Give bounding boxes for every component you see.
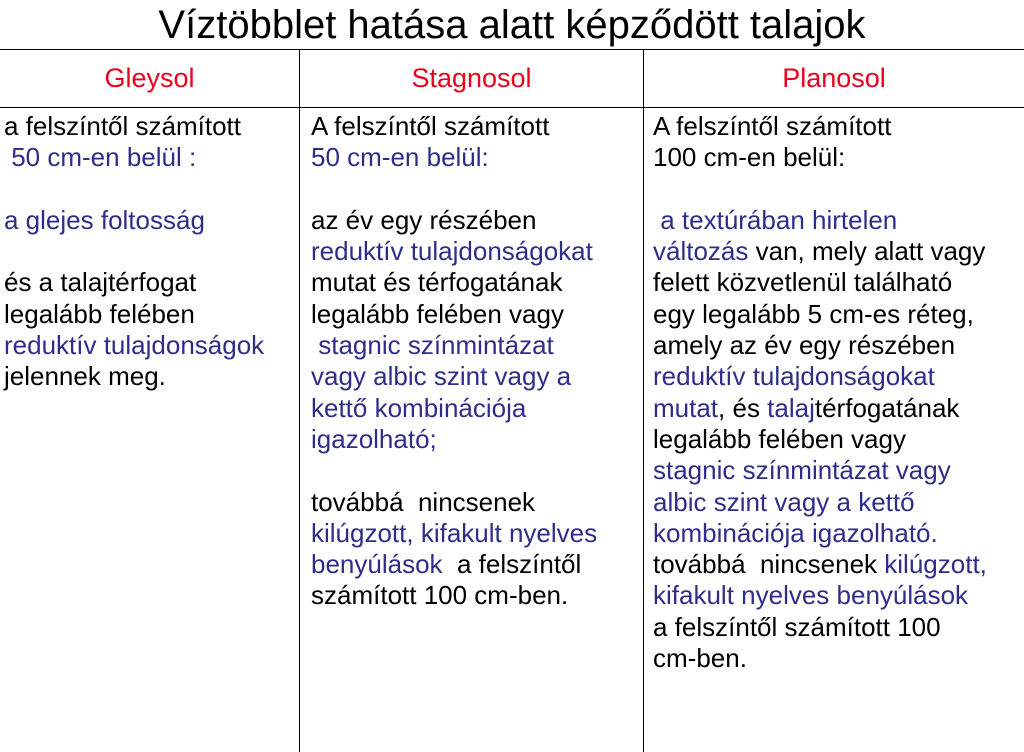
body-text: mutat és térfogatának xyxy=(311,267,563,298)
text-line xyxy=(653,111,1022,142)
header-row-border xyxy=(0,107,1024,108)
body-text: továbbá nincsenek xyxy=(311,486,536,517)
highlighted-text: változás xyxy=(653,236,749,267)
body-text: A felszíntől számított xyxy=(311,111,550,141)
text-line xyxy=(311,518,641,549)
blank-line xyxy=(311,455,641,486)
text-line xyxy=(311,424,641,455)
highlighted-text: igazolható; xyxy=(311,423,437,454)
body-text: legalább felében vagy xyxy=(311,298,564,329)
text-line xyxy=(653,299,1022,330)
body-text: a felszíntől xyxy=(442,549,582,580)
body-text: amely az év egy részében xyxy=(653,330,956,361)
highlighted-text: reduktív tulajdonságok xyxy=(4,330,265,361)
text-line xyxy=(653,549,1022,580)
text-line xyxy=(311,142,641,173)
column-body-gleysol xyxy=(4,111,296,393)
text-line xyxy=(653,612,1022,643)
text-line xyxy=(311,236,641,267)
text-line xyxy=(4,267,296,298)
text-line xyxy=(311,267,641,298)
page-title: Víztöbblet hatása alatt képződött talajok xyxy=(158,3,866,47)
body-text: az év egy részében xyxy=(311,204,537,235)
body-text: 100 cm-en belül: xyxy=(653,142,846,173)
column-header-stagnosol: Stagnosol xyxy=(411,63,532,93)
text-line xyxy=(653,518,1022,549)
highlighted-text: kifakult nyelves benyúlások xyxy=(653,580,969,611)
text-line xyxy=(311,361,641,392)
blank-line xyxy=(4,174,296,205)
body-text: jelennek meg. xyxy=(4,361,166,392)
body-text: térfogatának xyxy=(814,392,960,423)
highlighted-text: a textúrában hirtelen xyxy=(653,204,898,235)
text-line xyxy=(4,205,296,236)
body-text: , és xyxy=(718,392,768,423)
highlighted-text: reduktív tulajdonságokat xyxy=(653,361,935,392)
column-header-planosol: Planosol xyxy=(782,63,886,93)
text-line xyxy=(4,111,296,142)
blank-line xyxy=(4,236,296,267)
highlighted-text: stagnic színmintázat xyxy=(311,330,554,361)
soil-comparison-table xyxy=(0,49,1024,752)
highlighted-text: kilúgzott, xyxy=(884,549,987,580)
highlighted-text: 50 cm-en belül : xyxy=(4,142,197,173)
text-line xyxy=(653,424,1022,455)
body-text: a felszíntől számított 100 xyxy=(653,611,941,642)
column-header-gleysol: Gleysol xyxy=(104,63,195,93)
text-line xyxy=(653,455,1022,486)
text-line xyxy=(4,299,296,330)
highlighted-text: a glejes foltosság xyxy=(4,204,205,235)
text-line xyxy=(653,580,1022,611)
text-line xyxy=(653,393,1022,424)
text-line xyxy=(653,267,1022,298)
text-line xyxy=(311,393,641,424)
text-line xyxy=(4,330,296,361)
blank-line xyxy=(311,174,641,205)
highlighted-text: albic szint vagy a kettő xyxy=(653,486,915,517)
highlighted-text: reduktív tulajdonságokat xyxy=(311,236,593,267)
text-line xyxy=(653,487,1022,518)
highlighted-text: kilúgzott, kifakult nyelves xyxy=(311,517,598,548)
text-line xyxy=(311,299,641,330)
highlighted-text: benyúlások xyxy=(311,549,443,580)
column-body-stagnosol xyxy=(311,111,641,612)
body-text: cm-ben. xyxy=(653,643,747,674)
body-text: legalább felében xyxy=(4,298,195,329)
text-line xyxy=(653,205,1022,236)
text-line xyxy=(311,487,641,518)
body-text: legalább felében vagy xyxy=(653,423,906,454)
body-text: egy legalább 5 cm-es réteg, xyxy=(653,298,974,329)
text-line xyxy=(311,330,641,361)
text-line xyxy=(311,205,641,236)
column-divider-2 xyxy=(643,49,644,752)
column-divider-1 xyxy=(299,49,300,752)
highlighted-text: talaj xyxy=(767,392,815,423)
body-text: A felszíntől számított xyxy=(653,111,892,141)
body-text: van, mely alatt vagy xyxy=(748,236,986,267)
blank-line xyxy=(653,174,1022,205)
text-line xyxy=(311,549,641,580)
body-text: és a talajtérfogat xyxy=(4,267,197,298)
text-line xyxy=(653,236,1022,267)
text-line xyxy=(653,142,1022,173)
text-line xyxy=(4,361,296,392)
text-line xyxy=(653,330,1022,361)
text-line xyxy=(311,580,641,611)
body-text: felett közvetlenül található xyxy=(653,267,953,298)
text-line xyxy=(653,643,1022,674)
body-text: számított 100 cm-ben. xyxy=(311,580,569,611)
highlighted-text: stagnic színmintázat vagy xyxy=(653,455,951,486)
text-line xyxy=(653,361,1022,392)
column-body-planosol xyxy=(653,111,1022,674)
body-text: továbbá nincsenek xyxy=(653,549,885,580)
highlighted-text: 50 cm-en belül: xyxy=(311,142,489,173)
highlighted-text: kombinációja igazolható. xyxy=(653,517,938,548)
highlighted-text: vagy albic szint vagy a xyxy=(311,361,572,392)
text-line xyxy=(311,111,641,142)
highlighted-text: kettő kombinációja xyxy=(311,392,527,423)
highlighted-text: mutat xyxy=(653,392,719,423)
body-text: a felszíntől számított xyxy=(4,111,241,141)
text-line xyxy=(4,142,296,173)
